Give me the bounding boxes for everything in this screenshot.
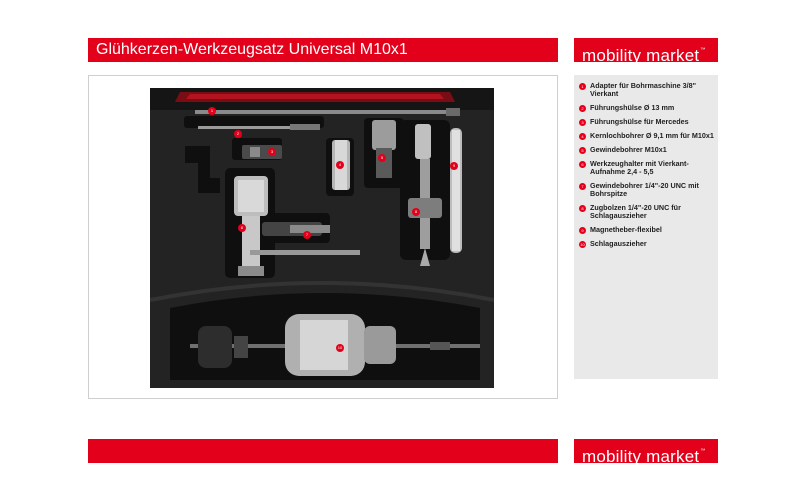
brand-name: mobility market [582, 46, 700, 65]
marker-2: 2 [234, 130, 242, 138]
legend-number: 7 [579, 183, 586, 190]
legend-item [579, 82, 714, 98]
title-bar [88, 38, 558, 62]
tool-kit-illustration [150, 88, 494, 388]
marker-4: 4 [336, 161, 344, 169]
brand-tm: ™ [700, 448, 706, 454]
legend-number: 2 [579, 105, 586, 112]
legend-item [579, 104, 714, 112]
page-title: Glühkerzen-Werkzeugsatz Universal M10x1 [96, 41, 408, 58]
legend-number: 8 [579, 205, 586, 212]
legend-item [579, 146, 714, 154]
marker-1: 1 [208, 107, 216, 115]
legend-label: Gewindebohrer 1/4"-20 UNC mit Bohrspitze [590, 181, 699, 198]
brand-tm: ™ [700, 47, 706, 53]
brand-logo-top [574, 38, 718, 65]
tool-kit-photo [150, 88, 494, 388]
legend-number: 6 [579, 161, 586, 168]
legend-label: Werkzeughalter mit Vierkant-Aufnahme 2,4 - 5,5 [590, 159, 689, 176]
parts-legend [574, 75, 718, 379]
legend-item [579, 204, 714, 220]
legend-item [579, 160, 714, 176]
marker-9: 9 [450, 162, 458, 170]
legend-label: Zugbolzen 1/4"-20 UNC für Schlagauszieher [590, 203, 681, 220]
legend-number: 10 [580, 242, 585, 247]
footer-bar [88, 439, 558, 463]
marker-10: 10 [337, 345, 343, 350]
legend-number: 9 [579, 227, 586, 234]
legend-item [579, 118, 714, 126]
legend-item [579, 240, 714, 248]
legend-label: Gewindebohrer M10x1 [590, 145, 667, 154]
legend-number: 1 [579, 83, 586, 90]
marker-5: 5 [378, 154, 386, 162]
legend-item [579, 132, 714, 140]
legend-label: Schlagauszieher [590, 239, 647, 248]
marker-7: 7 [303, 231, 311, 239]
legend-label: Führungshülse für Mercedes [590, 117, 689, 126]
legend-item [579, 226, 714, 234]
marker-3: 3 [268, 148, 276, 156]
legend-number: 4 [579, 133, 586, 140]
brand-name: mobility market [582, 447, 700, 466]
legend-label: Führungshülse Ø 13 mm [590, 103, 675, 112]
marker-8: 8 [412, 208, 420, 216]
legend-number: 5 [579, 147, 586, 154]
legend-number: 3 [579, 119, 586, 126]
brand-logo-bottom [574, 439, 718, 466]
legend-label: Adapter für Bohrmaschine 3/8" Vierkant [590, 81, 697, 98]
legend-label: Kernlochbohrer Ø 9,1 mm für M10x1 [590, 131, 714, 140]
marker-6: 6 [238, 224, 246, 232]
legend-item [579, 182, 714, 198]
legend-label: Magnetheber-flexibel [590, 225, 662, 234]
